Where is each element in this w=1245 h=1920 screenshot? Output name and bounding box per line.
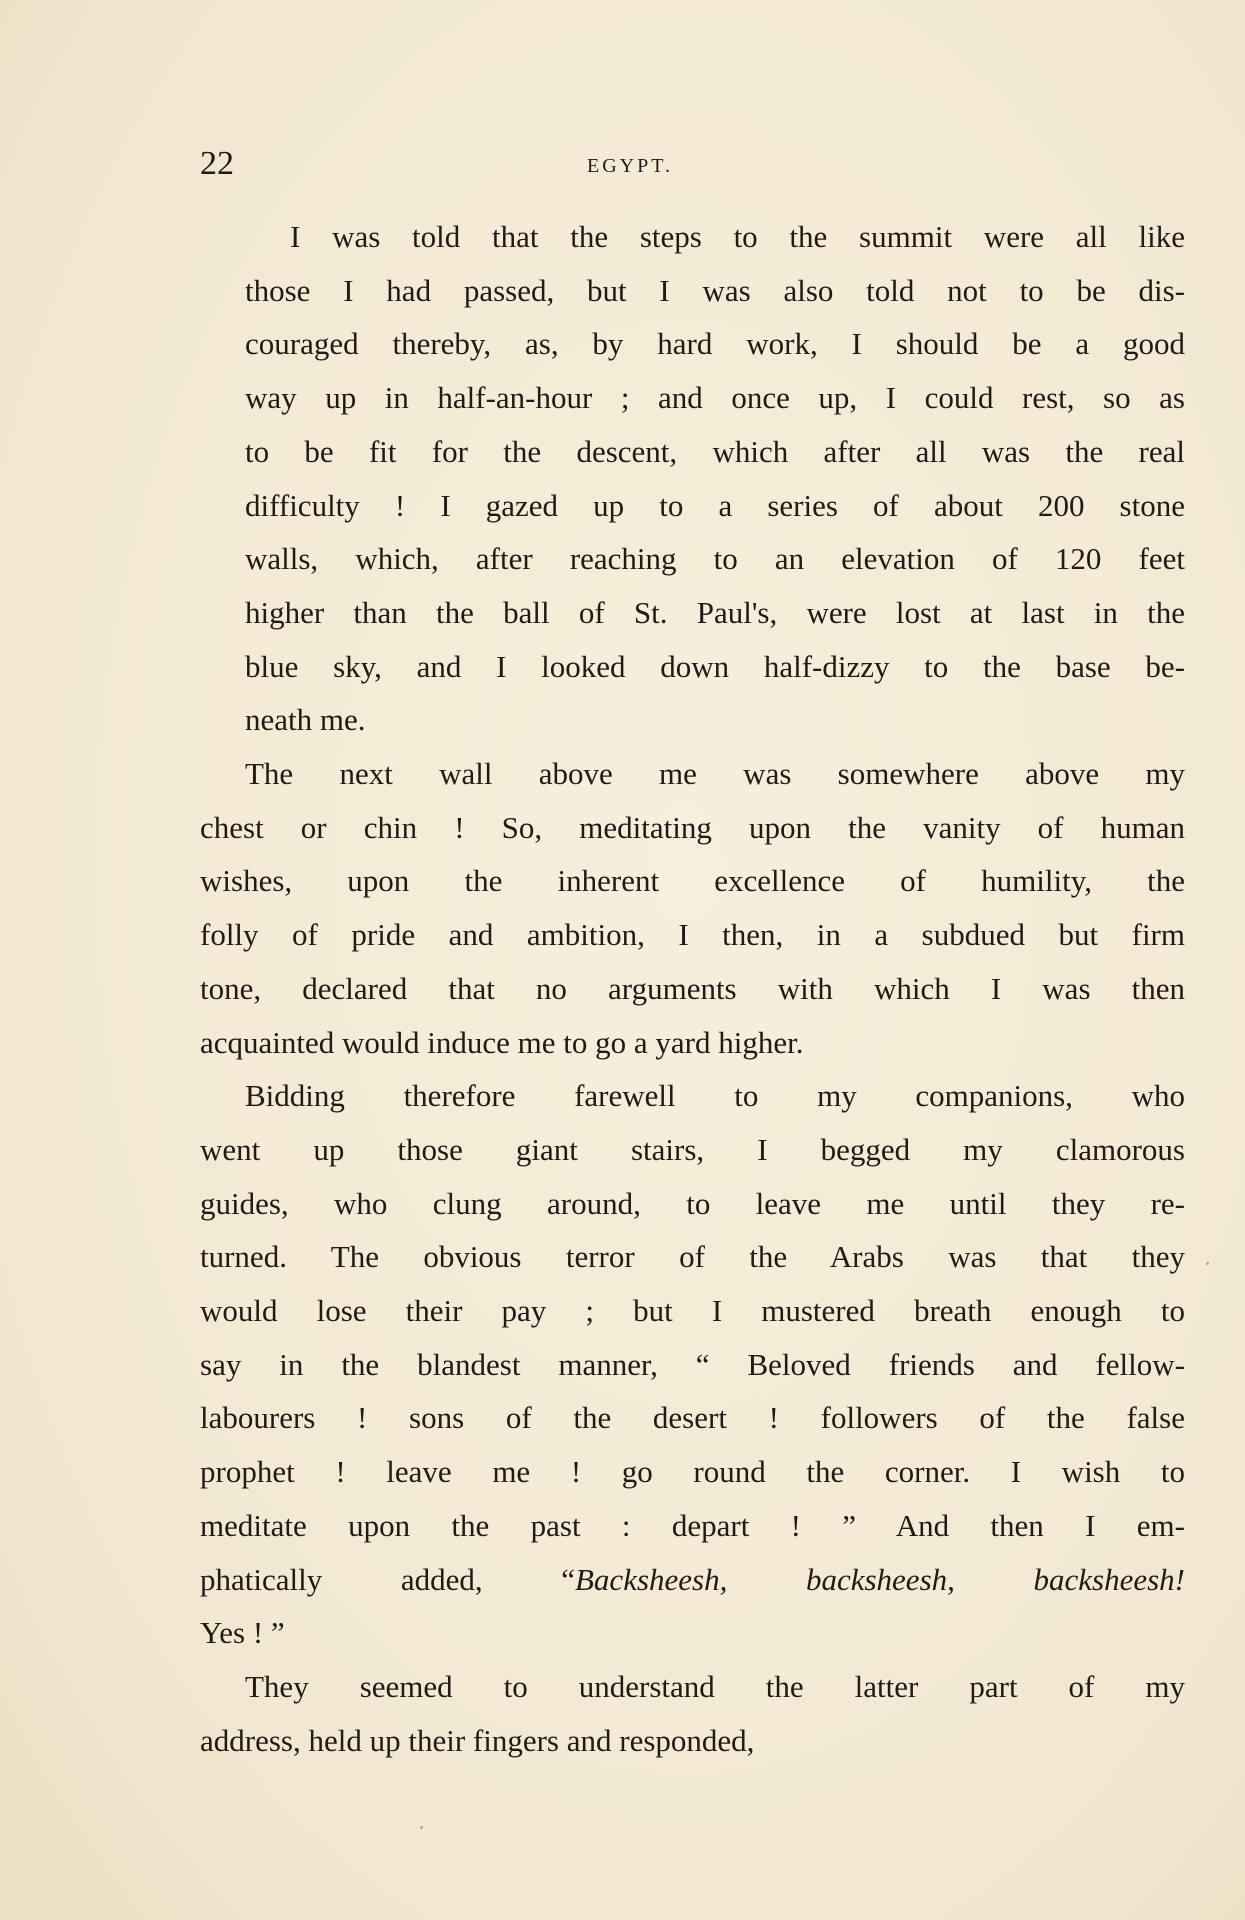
text-line: Yes ! ” bbox=[200, 1615, 285, 1651]
text-line: higher than the ball of St. Paul's, were lost at last in the bbox=[245, 594, 1185, 630]
text-line: turned. The obvious terror of the Arabs was that they bbox=[200, 1239, 1185, 1275]
text-line: Bidding therefore farewell to my companions, who bbox=[245, 1078, 1185, 1114]
text-line: prophet ! leave me ! go round the corner. I wish to bbox=[200, 1454, 1185, 1490]
text-line: chest or chin ! So, meditating upon the vanity of human bbox=[200, 809, 1185, 845]
text-line: folly of pride and ambition, I then, in a subdued but firm bbox=[200, 917, 1185, 953]
text-line: would lose their pay ; but I mustered breath enough to bbox=[200, 1293, 1185, 1329]
page-number: 22 bbox=[200, 145, 234, 182]
text-line: labourers ! sons of the desert ! followers of the false bbox=[200, 1400, 1185, 1436]
text-line: They seemed to understand the latter part of my bbox=[245, 1668, 1185, 1704]
text-line: say in the blandest manner, “ Beloved friends and fellow- bbox=[200, 1346, 1185, 1382]
body-text bbox=[200, 210, 1185, 1767]
text-line: couraged thereby, as, by hard work, I should be a good bbox=[245, 326, 1185, 362]
italic-phrase: Backsheesh, backsheesh, backsheesh! bbox=[575, 1561, 1185, 1597]
paragraph-3 bbox=[200, 1069, 1185, 1660]
text-line: meditate upon the past : depart ! ” And then I em- bbox=[200, 1507, 1185, 1543]
text-line: went up those giant stairs, I begged my clamorous bbox=[200, 1131, 1185, 1167]
running-head bbox=[200, 142, 1060, 186]
text-line: address, held up their fingers and responded, bbox=[200, 1722, 755, 1758]
paragraph-4 bbox=[200, 1660, 1185, 1767]
running-title: EGYPT. bbox=[587, 155, 673, 177]
text-line-mixed bbox=[200, 1553, 1185, 1607]
paragraph-2 bbox=[200, 747, 1185, 1069]
text-line: The next wall above me was somewhere above my bbox=[245, 756, 1185, 792]
text-line-prefix: phatically added, “ bbox=[200, 1561, 575, 1597]
text-line: guides, who clung around, to leave me until they re- bbox=[200, 1185, 1185, 1221]
text-line: walls, which, after reaching to an elevation of 120 feet bbox=[245, 541, 1185, 577]
text-line: way up in half-an-hour ; and once up, I could rest, so as bbox=[245, 380, 1185, 416]
text-line: blue sky, and I looked down half-dizzy to the base be- bbox=[245, 648, 1185, 684]
text-line: neath me. bbox=[245, 702, 366, 738]
text-line: acquainted would induce me to go a yard higher. bbox=[200, 1024, 804, 1060]
text-line: those I had passed, but I was also told not to be dis- bbox=[245, 272, 1185, 308]
text-line: to be fit for the descent, which after all was the real bbox=[245, 433, 1185, 469]
text-line: I was told that the steps to the summit were all like bbox=[290, 219, 1185, 254]
paragraph-1 bbox=[200, 210, 1185, 747]
paper-speck bbox=[420, 1826, 423, 1829]
paper-speck bbox=[1206, 1262, 1209, 1265]
text-line: difficulty ! I gazed up to a series of about 200 stone bbox=[245, 487, 1185, 523]
text-line: wishes, upon the inherent excellence of humility, the bbox=[200, 863, 1185, 899]
text-line: tone, declared that no arguments with which I was then bbox=[200, 970, 1185, 1006]
